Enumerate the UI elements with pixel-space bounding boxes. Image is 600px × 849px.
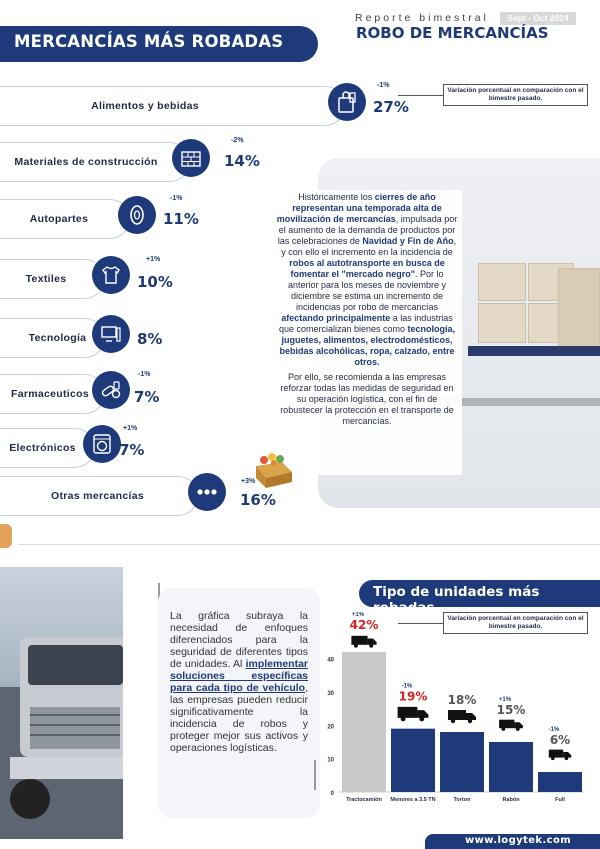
category-row	[0, 82, 460, 126]
category-percent: 10%	[137, 273, 173, 291]
period-badge: Sept - Oct 2024	[500, 12, 576, 25]
x-tick-label: Menores a 3.5 TN	[390, 797, 436, 803]
website-link[interactable]: www.logytek.com	[465, 835, 572, 846]
category-percent: 7%	[119, 441, 145, 459]
report-title: ROBO DE MERCANCÍAS	[356, 24, 549, 42]
category-variation: -1%	[377, 82, 390, 89]
category-variation: +1%	[146, 256, 161, 263]
y-tick-label: 20	[327, 724, 334, 731]
bar-variation-label: -1%	[401, 683, 413, 690]
tire-icon	[118, 196, 156, 234]
category-variation: +3%	[241, 478, 256, 485]
variation-note-chart: Variación porcentual en comparación con el bimestre pasado.	[443, 612, 588, 634]
x-tick-label: Torton	[453, 797, 471, 803]
truck-icon	[398, 707, 429, 722]
category-label: Materiales de construcción	[14, 155, 158, 168]
category-row	[0, 195, 460, 239]
report-label: Reporte bimestral	[355, 12, 489, 24]
title-bar	[0, 26, 318, 62]
bar-value-label: 6%	[549, 733, 571, 747]
category-variation: -1%	[170, 195, 183, 202]
bar-variation-label: -1%	[548, 727, 560, 733]
body-text: Históricamente los cierres de año representan una temporada alta de movilización de mercancías, impulsada por el aumento de la demanda de productos por las celebraciones de Navidad y Fin de Año, y con ello el incremento en la incidencia de robos al autotransporte en busca de fomentar el "mercado negro". Por lo anterior para los meses de noviembre y diciembre se estima un incremento de incidencias por robo de mercancías afectando principalmente a las industrias que comercializan bienes como tecnología, juguetes, alimentos, electrodomésticos, bebidas alcohólicas, ropa, calzado, entre otros. Por ello, se recomienda a las empresas reforzar todas las medidas de seguridad en su operación logística, con el fin de robustecer la protección en el transporte de mercancías.	[272, 190, 462, 475]
pills-icon	[92, 371, 130, 409]
category-label: Otras mercancías	[51, 489, 144, 502]
bar-value-label: 18%	[447, 693, 477, 707]
category-label: Autopartes	[29, 212, 89, 225]
category-label: Alimentos y bebidas	[91, 99, 199, 112]
category-label: Textiles	[25, 272, 67, 285]
category-percent: 14%	[224, 152, 260, 170]
y-tick-label: 30	[327, 691, 334, 697]
bar-value-label: 42%	[349, 618, 379, 632]
bar-variation-label: +1%	[351, 612, 365, 618]
truck-icon	[549, 750, 571, 761]
gift-basket-icon	[252, 448, 296, 488]
category-percent: 16%	[240, 491, 276, 509]
chart-bar	[342, 652, 386, 792]
chart-bar	[538, 772, 582, 792]
text-accent-line	[314, 760, 316, 790]
y-tick-label: 0	[330, 791, 334, 797]
variation-note: Variación porcentual en comparación con el bimestre pasado.	[443, 84, 588, 106]
category-variation: +1%	[123, 425, 138, 432]
units-bar-chart	[322, 612, 592, 807]
category-variation: -2%	[231, 137, 244, 144]
bar-value-label: 19%	[398, 689, 428, 704]
x-tick-label: Tractocamión	[346, 797, 382, 803]
decorative-tab	[0, 524, 12, 548]
category-label: Tecnología	[28, 331, 87, 344]
shirt-icon	[92, 256, 130, 294]
chart-bar	[489, 742, 533, 792]
x-tick-label: Rabón	[502, 797, 520, 803]
grocery-bag-icon	[328, 83, 366, 121]
category-row	[0, 318, 460, 358]
category-row	[0, 476, 460, 516]
truck-icon	[448, 710, 476, 723]
category-row	[0, 425, 460, 468]
units-header	[359, 580, 600, 616]
page-title: MERCANCÍAS MÁS ROBADAS	[14, 32, 284, 51]
category-row	[0, 371, 460, 414]
category-label: Electrónicos	[9, 441, 76, 454]
bottom-text: La gráfica subraya la necesidad de enfoques diferenciados para la seguridad de diferentes tipos de unidades. Al implementar soluciones específicas para cada tipo de vehículo, las empresas pueden reducir significativamente la incidencia de robos y proteger mejor sus activos y operaciones logísticas.	[158, 588, 320, 818]
y-tick-label: 10	[327, 757, 334, 764]
y-tick-label: 40	[327, 657, 334, 664]
truck-icon	[499, 720, 523, 731]
washing-machine-icon	[83, 425, 121, 463]
category-row	[0, 137, 460, 182]
category-row	[0, 256, 460, 299]
category-percent: 7%	[134, 388, 160, 406]
truck-icon	[351, 636, 376, 648]
bar-value-label: 15%	[496, 703, 526, 717]
chart-bar	[440, 732, 484, 792]
chart-bar	[391, 729, 435, 792]
truck-photo	[0, 567, 123, 839]
section-divider	[18, 544, 600, 545]
category-percent: 27%	[373, 98, 409, 116]
category-variation: -1%	[138, 371, 151, 378]
category-percent: 11%	[163, 210, 199, 228]
more-dots-icon	[188, 473, 226, 511]
brick-wall-icon	[172, 139, 210, 177]
x-tick-label: Full	[555, 797, 565, 803]
computer-icon	[92, 315, 130, 353]
footer-bar	[425, 834, 600, 849]
category-percent: 8%	[137, 330, 163, 348]
units-title: Tipo de unidades más robadas	[373, 584, 540, 616]
category-label: Farmaceuticos	[10, 387, 89, 400]
bar-variation-label: +1%	[498, 697, 512, 703]
